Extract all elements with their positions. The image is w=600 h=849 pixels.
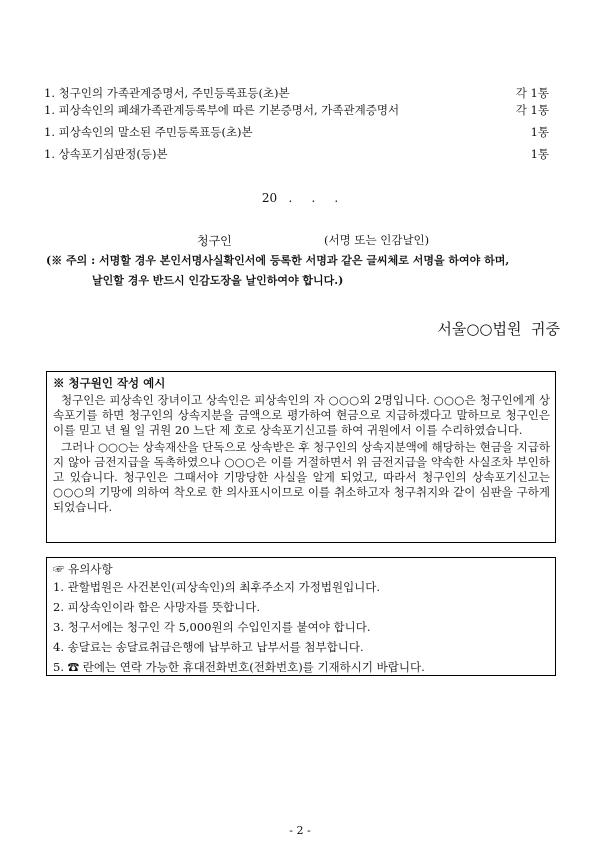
attachment-text: 1. 피상속인의 폐쇄가족관계등록부에 따른 기본증명서, 가족관계증명서 [44, 103, 400, 117]
court-addressee: 서울○○법원 귀중 [437, 320, 560, 338]
attachment-row [44, 103, 549, 117]
page-number: - 2 - [289, 824, 311, 837]
example-paragraph: 청구인은 피상속인 장녀이고 상속인은 피상속인의 자 ○○○외 2명입니다. ○○○은 청구인에게 상속포기를 하면 청구인의 상속지분을 금액으로 평가하여 현금으로 지급하겠다고 말하므로 청구인은 이를 믿고 년 월 일 귀원 20 느단 제 호로 상속포기신고를 하여 귀원에서 이를 수리하였습니다. [53, 393, 550, 437]
attachment-text: 1. 상속포기심판정(등)본 [44, 147, 168, 161]
date-line: 20 . . . [261, 191, 339, 205]
attachment-row [44, 147, 549, 161]
notes-box [46, 557, 556, 676]
attachment-row [44, 86, 549, 100]
attachment-row [44, 125, 549, 139]
attachment-count: 각 1통 [515, 86, 549, 100]
attachment-count: 1통 [530, 125, 549, 139]
notes-list [53, 577, 549, 677]
note-item: 2. 피상속인이라 함은 사망자를 뜻합니다. [53, 600, 260, 614]
note-item: 5. ☎ 란에는 연락 가능한 휴대전화번호(전화번호)를 기재하시기 바랍니다. [53, 660, 425, 674]
attachment-count: 각 1통 [515, 103, 549, 117]
note-item: 4. 송달료는 송달료취급은행에 납부하고 납부서를 첨부합니다. [53, 640, 364, 654]
example-paragraph: 그러나 ○○○는 상속재산을 단독으로 상속받은 후 청구인의 상속지분액에 해당하는 현금을 지급하지 않아 금전지급을 독촉하였으나 ○○○은 이를 거절하면서 위 금전지급을 약속한 사실조차 부인하고 있습니다. 청구인은 그때서야 기망당한 사실을 알게 되었고, 따라서 청구인의 상속포기신고는 ○○○의 기망에 의하여 착오로 한 의사표시이므로 이를 취소하고자 청구취지와 같이 심판을 구하게 되었습니다. [53, 440, 550, 514]
claimant-label: 청구인 [197, 234, 232, 248]
notes-heading: ☞ 유의사항 [53, 562, 113, 576]
caution-line: (※ 주의 : 서명할 경우 본인서명사실확인서에 등록한 서명과 같은 글씨체로 서명을 하여야 하며, [46, 254, 510, 267]
note-item: 3. 청구서에는 청구인 각 5,000원의 수입인지를 붙여야 합니다. [53, 620, 371, 634]
caution-line: 날인할 경우 반드시 인감도장을 날인하여야 합니다.) [92, 274, 344, 287]
example-heading: ※ 청구원인 작성 예시 [53, 376, 166, 390]
signature-caution [46, 251, 566, 291]
claim-example-box [46, 371, 556, 543]
attachment-count: 1통 [530, 147, 549, 161]
note-item: 1. 관할법원은 사건본인(피상속인)의 최후주소지 가정법원입니다. [53, 580, 381, 594]
attachment-text: 1. 청구인의 가족관계증명서, 주민등록표등(초)본 [44, 86, 290, 100]
attachment-text: 1. 피상속인의 말소된 주민등록표등(초)본 [44, 125, 253, 139]
signature-note: (서명 또는 인감날인) [324, 233, 430, 247]
